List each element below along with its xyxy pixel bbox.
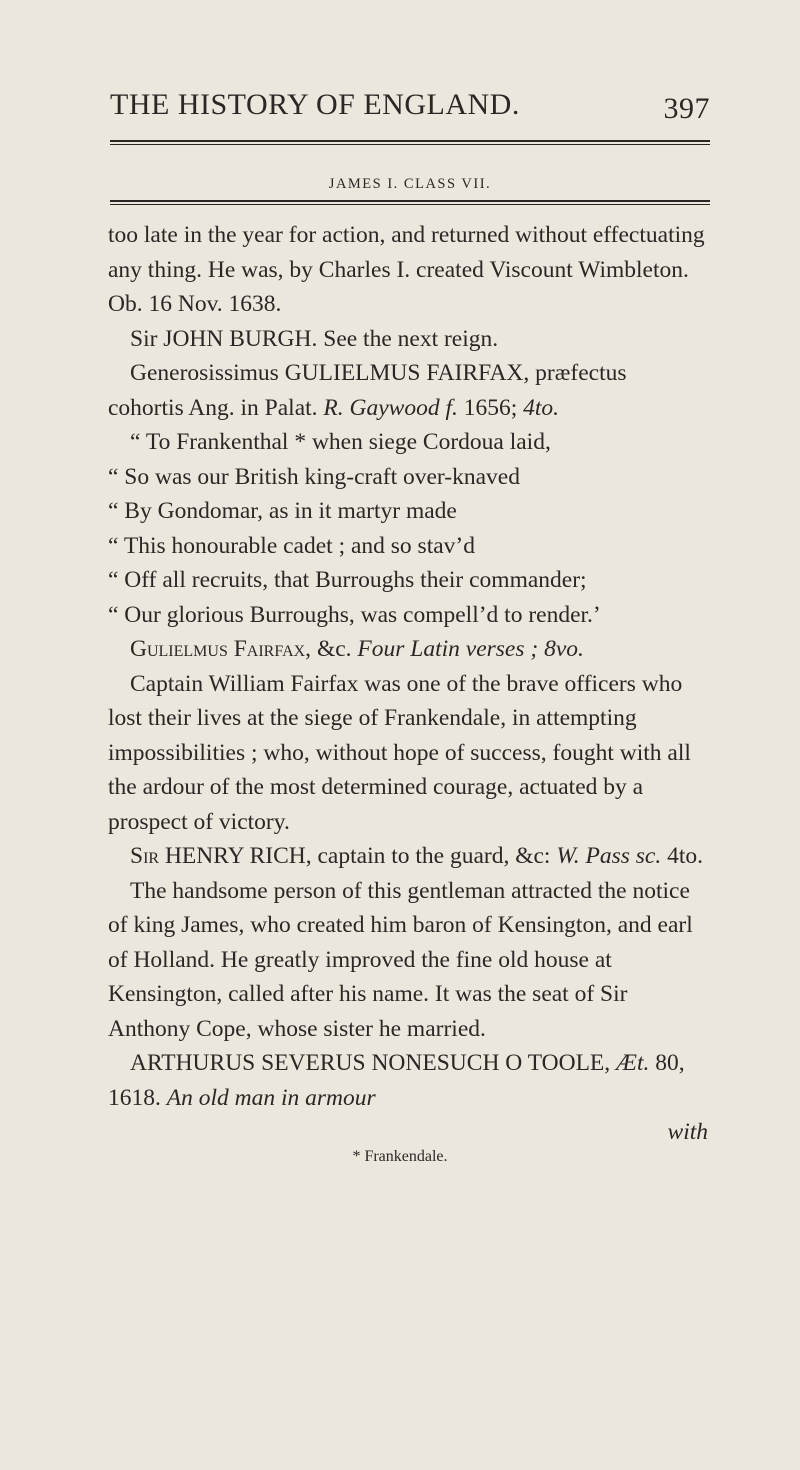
verse-attribution — [108, 632, 708, 667]
rich-honorific: Sir — [130, 843, 160, 869]
verse-line: “ Off all recruits, that Burroughs their commander; — [108, 567, 587, 593]
rich-engraver: W. Pass sc. — [556, 843, 662, 869]
page-number: 397 — [663, 92, 710, 125]
otoole-name: ARTHURUS SEVERUS NONESUCH O TOOLE, — [130, 1050, 617, 1076]
footnote: * Frankendale. — [352, 1148, 448, 1165]
verse-line: “ This honourable cadet ; and so stav’d — [108, 532, 475, 559]
paragraph-holland: The handsome person of this gentleman attracted the notice of king James, who created him baron of Kensington, and earl of Holland. He greatly improved the fine old house at Kensington, called after his name. It was the seat of Sir Anthony Cope, whose sister he married. — [108, 877, 693, 1042]
paragraph-otoole — [108, 1046, 708, 1115]
fairfax-format: 4to. — [523, 394, 560, 421]
attribution-name: Gulielmus Fairfax, — [130, 636, 312, 662]
section-heading: JAMES I. CLASS VII. — [328, 176, 492, 192]
attribution-format: 8vo. — [544, 636, 584, 662]
paragraph-burgh: Sir JOHN BURGH. See the next reign. — [130, 325, 499, 352]
section-rule — [110, 200, 710, 202]
catchword: with — [667, 1119, 708, 1145]
verse-line: “ So was our British king-craft over-knaved — [108, 463, 520, 490]
top-rule — [110, 140, 710, 142]
attribution-rest: &c. — [311, 636, 358, 662]
fairfax-title: Generosissimus GULIELMUS FAIRFAX, præfectus cohortis Ang. in Palat. — [108, 360, 627, 421]
page-body — [108, 218, 708, 1150]
running-title: THE HISTORY OF ENGLAND. — [110, 88, 520, 121]
otoole-aet: Æt. — [616, 1050, 650, 1076]
verse-line: “ By Gondomar, as in it martyr made — [108, 498, 457, 524]
attribution-title: Four Latin verses ; — [357, 636, 539, 662]
otoole-age: 80, 1618. — [108, 1050, 685, 1111]
section-rule-thin — [110, 204, 710, 205]
fairfax-date: 1656; — [457, 394, 524, 421]
verse-line: “ To Frankenthal * when siege Cordoua laid, — [130, 429, 551, 455]
verse-block — [108, 425, 708, 632]
paragraph-rich — [108, 839, 708, 874]
engraver-credit: R. Gaywood f. — [323, 394, 458, 421]
rich-format: 4to. — [661, 843, 704, 869]
verse-line: “ Our glorious Burroughs, was compell’d to render.’ — [108, 601, 601, 628]
otoole-description: An old man in armour — [166, 1084, 376, 1111]
paragraph-william-fairfax: Captain William Fairfax was one of the brave officers who lost their lives at the siege of Frankendale, in attempting impossibilities ; who, without hope of success, fought with all the ardour of the most determined courage, actuated by a prospect of victory. — [108, 670, 691, 835]
paragraph-fairfax — [108, 356, 708, 425]
top-rule-thin — [110, 144, 710, 145]
paragraph-wimbleton: too late in the year for action, and returned without effectuating any thing. He was, by Charles I. created Viscount Wimbleton. Ob. 16 Nov. 1638. — [108, 222, 705, 317]
rich-name: HENRY RICH, captain to the guard, &c: — [159, 843, 557, 869]
